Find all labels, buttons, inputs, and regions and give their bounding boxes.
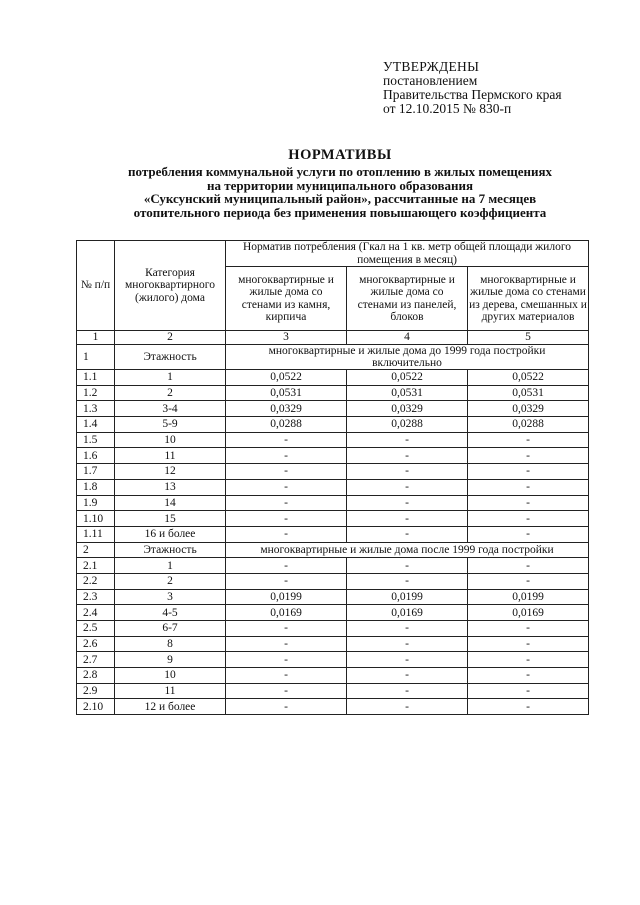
header-wood-walls: многоквартирные и жилые дома со стенами из дерева, смешанных и других материалов <box>468 267 589 331</box>
row-floors: 12 <box>115 464 226 480</box>
row-value-panel: - <box>347 495 468 511</box>
norms-table <box>76 240 589 715</box>
row-value-stone: 0,0329 <box>226 401 347 417</box>
approval-title: УТВЕРЖДЕНЫ <box>383 59 480 74</box>
column-number: 4 <box>347 331 468 345</box>
row-floors: 11 <box>115 683 226 699</box>
table-row <box>77 621 589 637</box>
section-category: Этажность <box>115 345 226 370</box>
table-row <box>77 385 589 401</box>
row-floors: 12 и более <box>115 699 226 715</box>
row-value-stone: - <box>226 526 347 542</box>
row-value-panel: 0,0329 <box>347 401 468 417</box>
row-value-wood: - <box>468 668 589 684</box>
table-row <box>77 605 589 621</box>
subtitle-line: «Суксунский муниципальный район», рассчитанные на 7 месяцев <box>143 191 537 206</box>
row-number: 2.5 <box>77 621 115 637</box>
table-row <box>77 699 589 715</box>
row-floors: 8 <box>115 636 226 652</box>
row-floors: 4-5 <box>115 605 226 621</box>
row-number: 1.7 <box>77 464 115 480</box>
subtitle-line: отопительного периода без применения повышающего коэффициента <box>133 204 547 220</box>
table-row <box>77 479 589 495</box>
row-number: 2.1 <box>77 558 115 574</box>
row-value-wood: - <box>468 558 589 574</box>
row-value-panel: - <box>347 683 468 699</box>
row-value-stone: - <box>226 479 347 495</box>
header-number: № п/п <box>77 241 115 331</box>
header-norm: Норматив потребления (Гкал на 1 кв. метр общей площади жилого помещения в месяц) <box>226 241 589 267</box>
row-value-stone: - <box>226 652 347 668</box>
row-value-wood: 0,0169 <box>468 605 589 621</box>
row-value-wood: - <box>468 495 589 511</box>
row-value-stone: 0,0169 <box>226 605 347 621</box>
row-number: 1.4 <box>77 417 115 433</box>
row-number: 1.2 <box>77 385 115 401</box>
row-value-stone: - <box>226 573 347 589</box>
column-number: 2 <box>115 331 226 345</box>
table-row <box>77 511 589 527</box>
row-number: 1.1 <box>77 370 115 386</box>
row-value-wood: 0,0199 <box>468 589 589 605</box>
approval-line: от 12.10.2015 № 830-п <box>383 101 512 116</box>
row-value-panel: - <box>347 526 468 542</box>
row-value-panel: - <box>347 652 468 668</box>
row-number: 1.9 <box>77 495 115 511</box>
row-value-panel: 0,0531 <box>347 385 468 401</box>
row-value-wood: - <box>468 652 589 668</box>
row-number: 2.3 <box>77 589 115 605</box>
row-value-panel: - <box>347 558 468 574</box>
row-value-stone: - <box>226 699 347 715</box>
approval-block <box>383 60 562 116</box>
row-floors: 16 и более <box>115 526 226 542</box>
row-value-wood: - <box>468 464 589 480</box>
section-description: многоквартирные и жилые дома после 1999 года постройки <box>226 542 589 558</box>
subtitle-line: на территории муниципального образования <box>206 177 474 193</box>
row-value-stone: - <box>226 464 347 480</box>
row-value-panel: - <box>347 432 468 448</box>
column-number-row <box>77 331 589 345</box>
row-number: 1.3 <box>77 401 115 417</box>
document-title: НОРМАТИВЫ <box>288 147 392 163</box>
row-value-panel: 0,0288 <box>347 417 468 433</box>
row-floors: 1 <box>115 558 226 574</box>
row-value-wood: - <box>468 621 589 637</box>
section-number: 2 <box>77 542 115 558</box>
row-value-stone: - <box>226 621 347 637</box>
document-subtitle <box>80 165 600 219</box>
row-floors: 6-7 <box>115 621 226 637</box>
row-value-panel: - <box>347 479 468 495</box>
row-value-panel: 0,0169 <box>347 605 468 621</box>
row-value-wood: - <box>468 636 589 652</box>
table-row <box>77 495 589 511</box>
row-floors: 2 <box>115 385 226 401</box>
row-number: 2.9 <box>77 683 115 699</box>
row-value-panel: - <box>347 573 468 589</box>
row-value-panel: - <box>347 621 468 637</box>
table-row <box>77 417 589 433</box>
row-value-wood: 0,0329 <box>468 401 589 417</box>
row-value-stone: 0,0199 <box>226 589 347 605</box>
row-floors: 15 <box>115 511 226 527</box>
row-number: 2.4 <box>77 605 115 621</box>
row-number: 1.11 <box>77 526 115 542</box>
row-value-panel: - <box>347 511 468 527</box>
section-row <box>77 542 589 558</box>
section-description: многоквартирные и жилые дома до 1999 года постройки включительно <box>226 345 589 370</box>
header-stone-walls: многоквартирные и жилые дома со стенами из камня, кирпича <box>226 267 347 331</box>
row-value-stone: - <box>226 558 347 574</box>
table-row <box>77 652 589 668</box>
row-value-wood: 0,0522 <box>468 370 589 386</box>
row-number: 2.6 <box>77 636 115 652</box>
section-category: Этажность <box>115 542 226 558</box>
table-row <box>77 464 589 480</box>
row-value-wood: - <box>468 448 589 464</box>
row-number: 2.2 <box>77 573 115 589</box>
row-value-panel: - <box>347 464 468 480</box>
row-value-wood: - <box>468 573 589 589</box>
table-row <box>77 558 589 574</box>
row-floors: 10 <box>115 668 226 684</box>
row-number: 2.7 <box>77 652 115 668</box>
row-value-wood: 0,0288 <box>468 417 589 433</box>
row-number: 2.8 <box>77 668 115 684</box>
row-value-stone: - <box>226 448 347 464</box>
row-value-stone: - <box>226 683 347 699</box>
row-number: 2.10 <box>77 699 115 715</box>
table-row <box>77 589 589 605</box>
row-value-wood: - <box>468 526 589 542</box>
row-number: 1.10 <box>77 511 115 527</box>
table-row <box>77 573 589 589</box>
row-floors: 2 <box>115 573 226 589</box>
table-row <box>77 636 589 652</box>
header-panel-walls: многоквартирные и жилые дома со стенами из панелей, блоков <box>347 267 468 331</box>
row-value-panel: - <box>347 636 468 652</box>
row-value-stone: - <box>226 668 347 684</box>
column-number: 1 <box>77 331 115 345</box>
row-value-wood: - <box>468 683 589 699</box>
row-value-stone: - <box>226 636 347 652</box>
row-value-panel: - <box>347 448 468 464</box>
row-value-stone: - <box>226 495 347 511</box>
table-row <box>77 526 589 542</box>
row-value-stone: - <box>226 432 347 448</box>
table-row <box>77 668 589 684</box>
header-category: Категория многоквартирного (жилого) дома <box>115 241 226 331</box>
row-floors: 3 <box>115 589 226 605</box>
table-row <box>77 448 589 464</box>
row-value-stone: 0,0522 <box>226 370 347 386</box>
row-floors: 5-9 <box>115 417 226 433</box>
row-number: 1.5 <box>77 432 115 448</box>
table-row <box>77 683 589 699</box>
row-value-stone: 0,0288 <box>226 417 347 433</box>
row-value-wood: - <box>468 432 589 448</box>
column-number: 3 <box>226 331 347 345</box>
table-body <box>77 345 589 715</box>
row-value-stone: 0,0531 <box>226 385 347 401</box>
table-row <box>77 401 589 417</box>
row-value-wood: - <box>468 511 589 527</box>
row-floors: 14 <box>115 495 226 511</box>
row-floors: 9 <box>115 652 226 668</box>
row-floors: 11 <box>115 448 226 464</box>
row-floors: 13 <box>115 479 226 495</box>
row-value-wood: 0,0531 <box>468 385 589 401</box>
section-number: 1 <box>77 345 115 370</box>
row-value-panel: 0,0522 <box>347 370 468 386</box>
row-number: 1.8 <box>77 479 115 495</box>
row-floors: 1 <box>115 370 226 386</box>
subtitle-line: потребления коммунальной услуги по отоплению в жилых помещениях <box>128 164 552 179</box>
column-number: 5 <box>468 331 589 345</box>
row-value-panel: - <box>347 668 468 684</box>
approval-line: Правительства Пермского края <box>383 87 562 102</box>
row-floors: 10 <box>115 432 226 448</box>
row-value-wood: - <box>468 479 589 495</box>
approval-line: постановлением <box>383 73 478 88</box>
table-row <box>77 370 589 386</box>
row-floors: 3-4 <box>115 401 226 417</box>
row-value-panel: 0,0199 <box>347 589 468 605</box>
row-number: 1.6 <box>77 448 115 464</box>
row-value-panel: - <box>347 699 468 715</box>
table-row <box>77 432 589 448</box>
section-row <box>77 345 589 370</box>
row-value-stone: - <box>226 511 347 527</box>
row-value-wood: - <box>468 699 589 715</box>
